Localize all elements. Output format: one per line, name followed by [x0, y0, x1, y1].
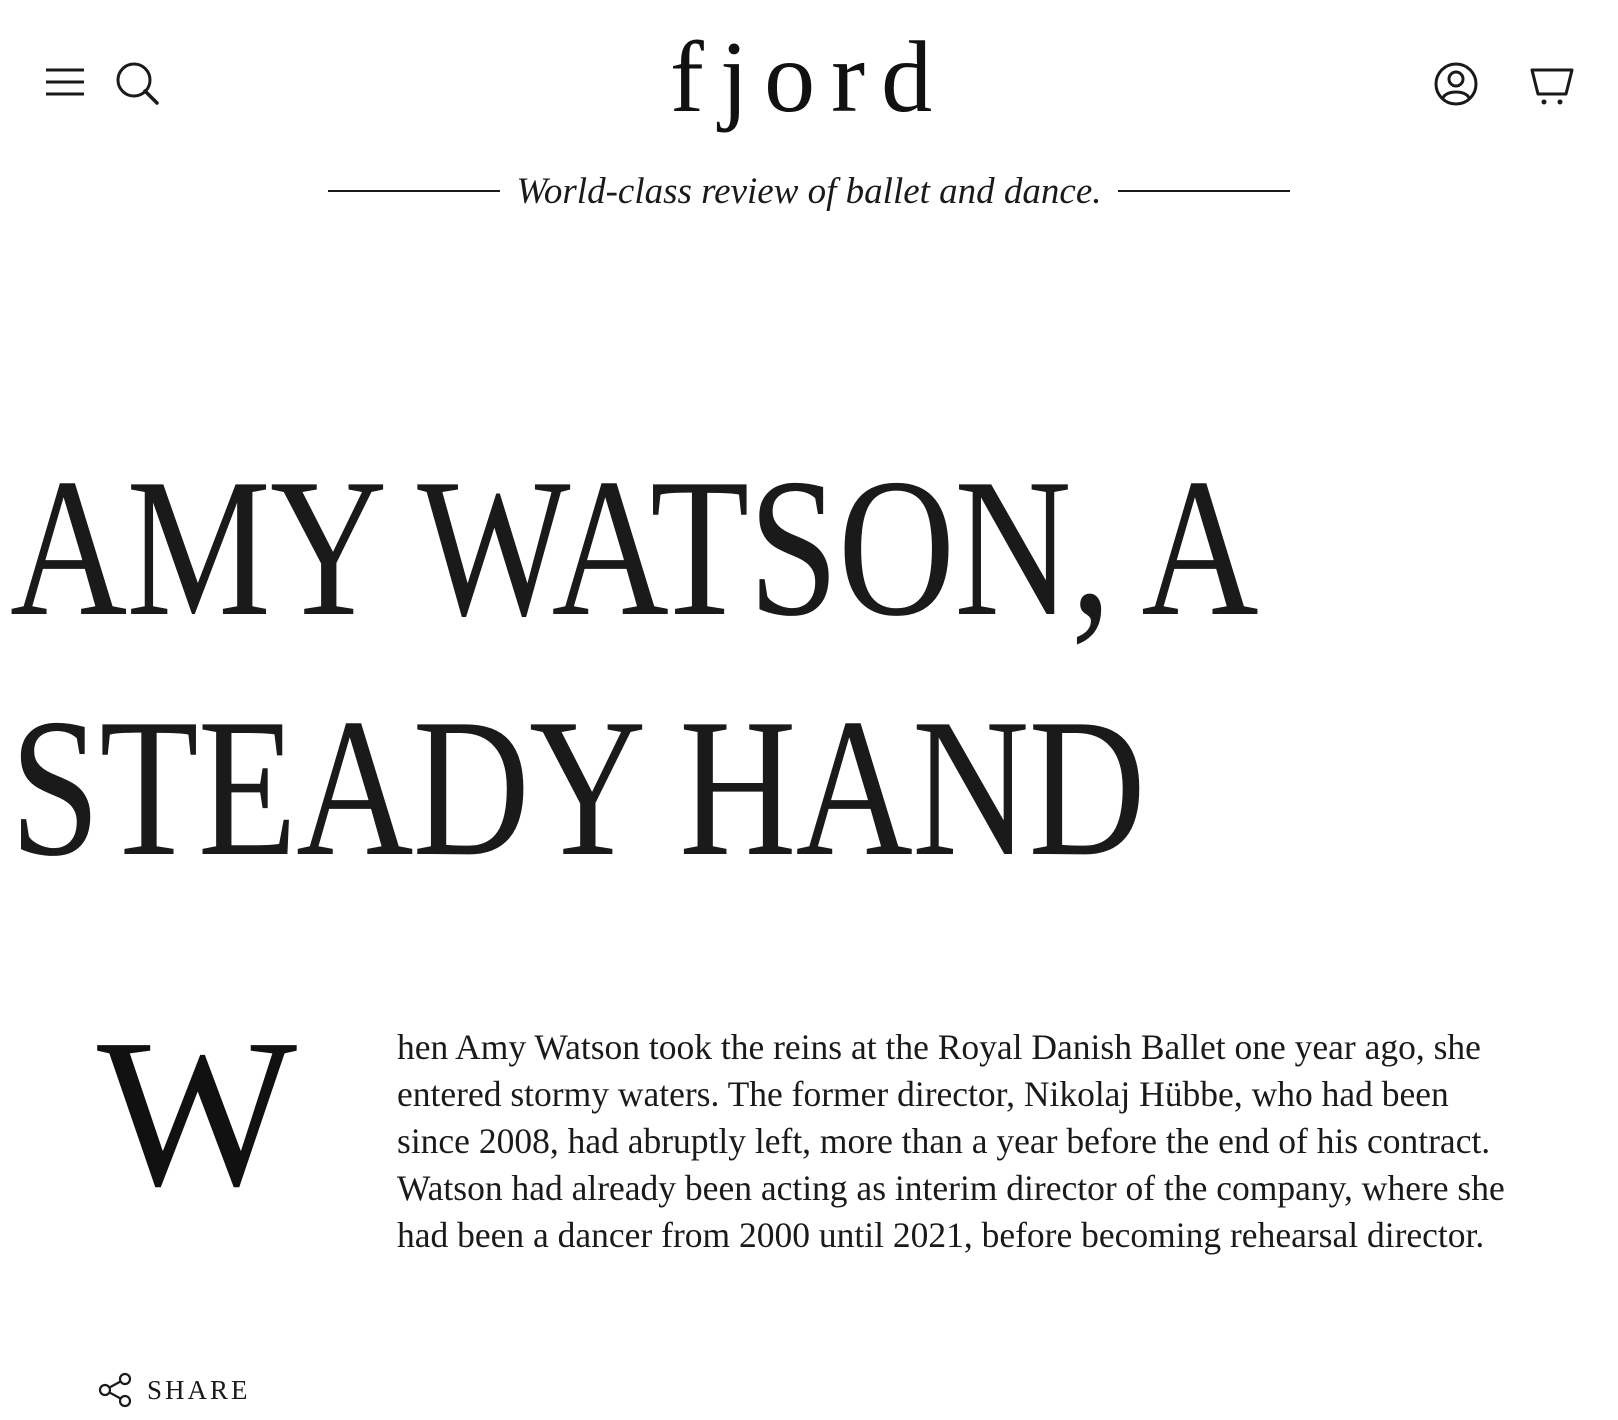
share-label: SHARE [147, 1374, 251, 1405]
site-tagline: World-class review of ballet and dance. [516, 170, 1102, 212]
account-icon [1432, 60, 1480, 108]
drop-cap-letter: W [97, 995, 298, 1230]
share-icon [97, 1372, 133, 1408]
tagline-divider-left [328, 190, 500, 192]
tagline-row [0, 166, 1618, 216]
cart-button[interactable] [1528, 62, 1576, 108]
tagline-divider-right [1118, 190, 1290, 192]
site-header [0, 0, 1618, 212]
article-intro-text: hen Amy Watson took the reins at the Royal Danish Ballet one year ago, she entered stormy waters. The former director, Nikolaj Hübbe, who had been since 2008, had abruptly left, more than a year before the end of his contract. Watson had already been acting as interim director of the company, where she had been a dancer from 2000 until 2021, before becoming rehearsal director. [397, 1027, 1505, 1255]
cart-icon [1528, 62, 1576, 108]
article-headline [10, 428, 1314, 908]
account-button[interactable] [1432, 60, 1480, 108]
headline-line-2: STEADY HAND [10, 678, 1145, 897]
article-intro-paragraph [97, 995, 1507, 1259]
share-button[interactable] [97, 1370, 251, 1410]
site-logo[interactable]: fjord [669, 21, 949, 134]
headline-line-1: AMY WATSON, A [10, 438, 1258, 657]
